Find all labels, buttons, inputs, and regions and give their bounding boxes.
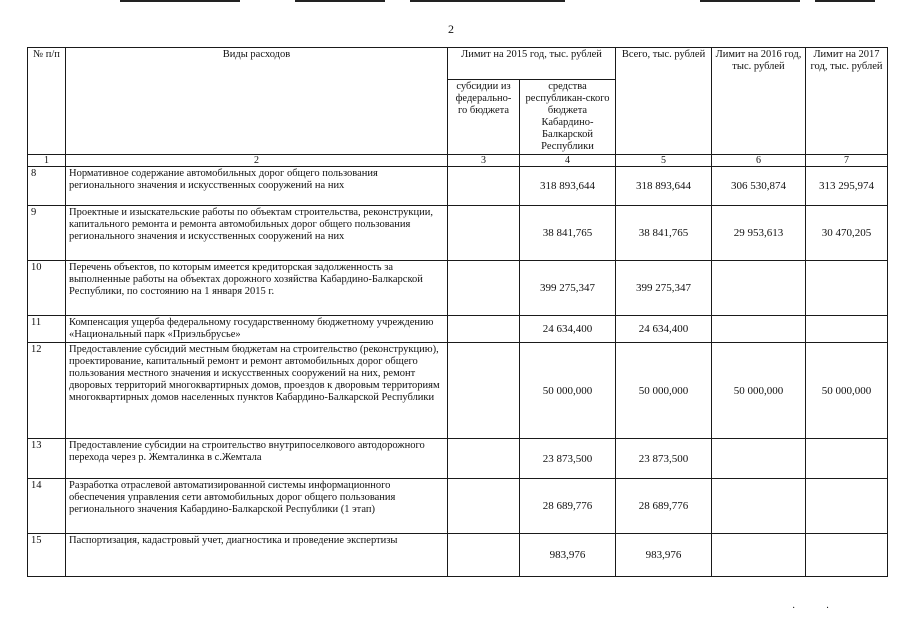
row-total: 318 893,644 — [616, 167, 712, 206]
row-limit-2016 — [712, 316, 806, 343]
row-limit-2017 — [806, 316, 888, 343]
row-limit-2016 — [712, 479, 806, 534]
column-index: 3 — [448, 155, 520, 167]
table-row — [28, 479, 888, 534]
row-republic: 983,976 — [520, 534, 616, 577]
row-number: 14 — [28, 479, 66, 534]
row-limit-2017 — [806, 439, 888, 479]
row-republic: 28 689,776 — [520, 479, 616, 534]
row-limit-2017: 313 295,974 — [806, 167, 888, 206]
row-total: 983,976 — [616, 534, 712, 577]
header-limit-2015: Лимит на 2015 год, тыс. рублей — [448, 48, 616, 80]
row-number: 15 — [28, 534, 66, 577]
row-number: 8 — [28, 167, 66, 206]
column-index: 1 — [28, 155, 66, 167]
row-number: 10 — [28, 261, 66, 316]
row-total: 50 000,000 — [616, 343, 712, 439]
row-limit-2016: 50 000,000 — [712, 343, 806, 439]
column-index: 4 — [520, 155, 616, 167]
row-description: Разработка отраслевой автоматизированной системы информационного обеспечения управления сети автомобильных дорог общего пользования регионального значения Кабардино-Балкарской Республики (1 этап) — [66, 479, 448, 534]
row-limit-2016 — [712, 534, 806, 577]
row-federal — [448, 479, 520, 534]
column-index-row — [28, 155, 888, 167]
row-federal — [448, 534, 520, 577]
row-number: 9 — [28, 206, 66, 261]
row-limit-2017 — [806, 479, 888, 534]
row-republic: 50 000,000 — [520, 343, 616, 439]
table-row — [28, 316, 888, 343]
row-republic: 23 873,500 — [520, 439, 616, 479]
header-expense-type: Виды расходов — [66, 48, 448, 155]
row-total: 38 841,765 — [616, 206, 712, 261]
row-number: 11 — [28, 316, 66, 343]
row-republic: 38 841,765 — [520, 206, 616, 261]
column-index: 2 — [66, 155, 448, 167]
row-total: 399 275,347 — [616, 261, 712, 316]
row-federal — [448, 167, 520, 206]
table-row — [28, 534, 888, 577]
row-number: 13 — [28, 439, 66, 479]
column-index: 6 — [712, 155, 806, 167]
table-row — [28, 343, 888, 439]
row-federal — [448, 316, 520, 343]
column-index: 5 — [616, 155, 712, 167]
row-total: 28 689,776 — [616, 479, 712, 534]
table-row — [28, 261, 888, 316]
top-rule — [410, 0, 565, 2]
table-row — [28, 439, 888, 479]
row-description: Проектные и изыскательские работы по объектам строительства, реконструкции, капитального ремонта и ремонта автомобильных дорог общего пользования регионального значения и искусственных сооружений на них — [66, 206, 448, 261]
header-federal-subsidy: субсидии из федерально-го бюджета — [448, 80, 520, 155]
row-republic: 318 893,644 — [520, 167, 616, 206]
expenditure-table — [27, 47, 888, 577]
top-rule — [295, 0, 385, 2]
row-federal — [448, 439, 520, 479]
row-description: Перечень объектов, по которым имеется кредиторская задолженность за выполненные работы на объектах дорожного хозяйства Кабардино-Балкарской Республики, по состоянию на 1 января 2015 г. — [66, 261, 448, 316]
row-limit-2017: 50 000,000 — [806, 343, 888, 439]
header-number: № п/п — [28, 48, 66, 155]
row-federal — [448, 261, 520, 316]
row-limit-2016 — [712, 261, 806, 316]
row-description: Предоставление субсидии на строительство внутрипоселкового автодорожного перехода через р. Жемталинка в с.Жемтала — [66, 439, 448, 479]
row-limit-2016: 306 530,874 — [712, 167, 806, 206]
top-rule — [815, 0, 875, 2]
scan-specks: · · — [792, 603, 844, 614]
row-federal — [448, 343, 520, 439]
header-limit-2017: Лимит на 2017 год, тыс. рублей — [806, 48, 888, 155]
table-row — [28, 167, 888, 206]
row-republic: 24 634,400 — [520, 316, 616, 343]
row-limit-2017 — [806, 534, 888, 577]
header-republic-funds: средства республикан-ского бюджета Кабардино-Балкарской Республики — [520, 80, 616, 155]
row-limit-2016 — [712, 439, 806, 479]
row-description: Предоставление субсидий местным бюджетам на строительство (реконструкцию), проектирование, капитальный ремонт и ремонт автомобильных дорог общего пользования местного значения и искусственных сооружений на них, ремонт дворовых территорий многоквартирных домов, проездов к дворовым территориям многоквартирных домов населенных пунктов Кабардино-Балкарской Республики — [66, 343, 448, 439]
row-description: Компенсация ущерба федеральному государственному бюджетному учреждению «Национальный парк «Приэльбрусье» — [66, 316, 448, 343]
top-rule — [120, 0, 240, 2]
row-description: Паспортизация, кадастровый учет, диагностика и проведение экспертизы — [66, 534, 448, 577]
row-total: 23 873,500 — [616, 439, 712, 479]
header-total: Всего, тыс. рублей — [616, 48, 712, 155]
header-limit-2016: Лимит на 2016 год, тыс. рублей — [712, 48, 806, 155]
column-index: 7 — [806, 155, 888, 167]
top-rule — [700, 0, 800, 2]
row-limit-2017 — [806, 261, 888, 316]
row-description: Нормативное содержание автомобильных дорог общего пользования регионального значения и искусственных сооружений на них — [66, 167, 448, 206]
row-limit-2016: 29 953,613 — [712, 206, 806, 261]
row-number: 12 — [28, 343, 66, 439]
row-federal — [448, 206, 520, 261]
page-number: 2 — [448, 22, 454, 36]
row-total: 24 634,400 — [616, 316, 712, 343]
row-limit-2017: 30 470,205 — [806, 206, 888, 261]
row-republic: 399 275,347 — [520, 261, 616, 316]
table-row — [28, 206, 888, 261]
